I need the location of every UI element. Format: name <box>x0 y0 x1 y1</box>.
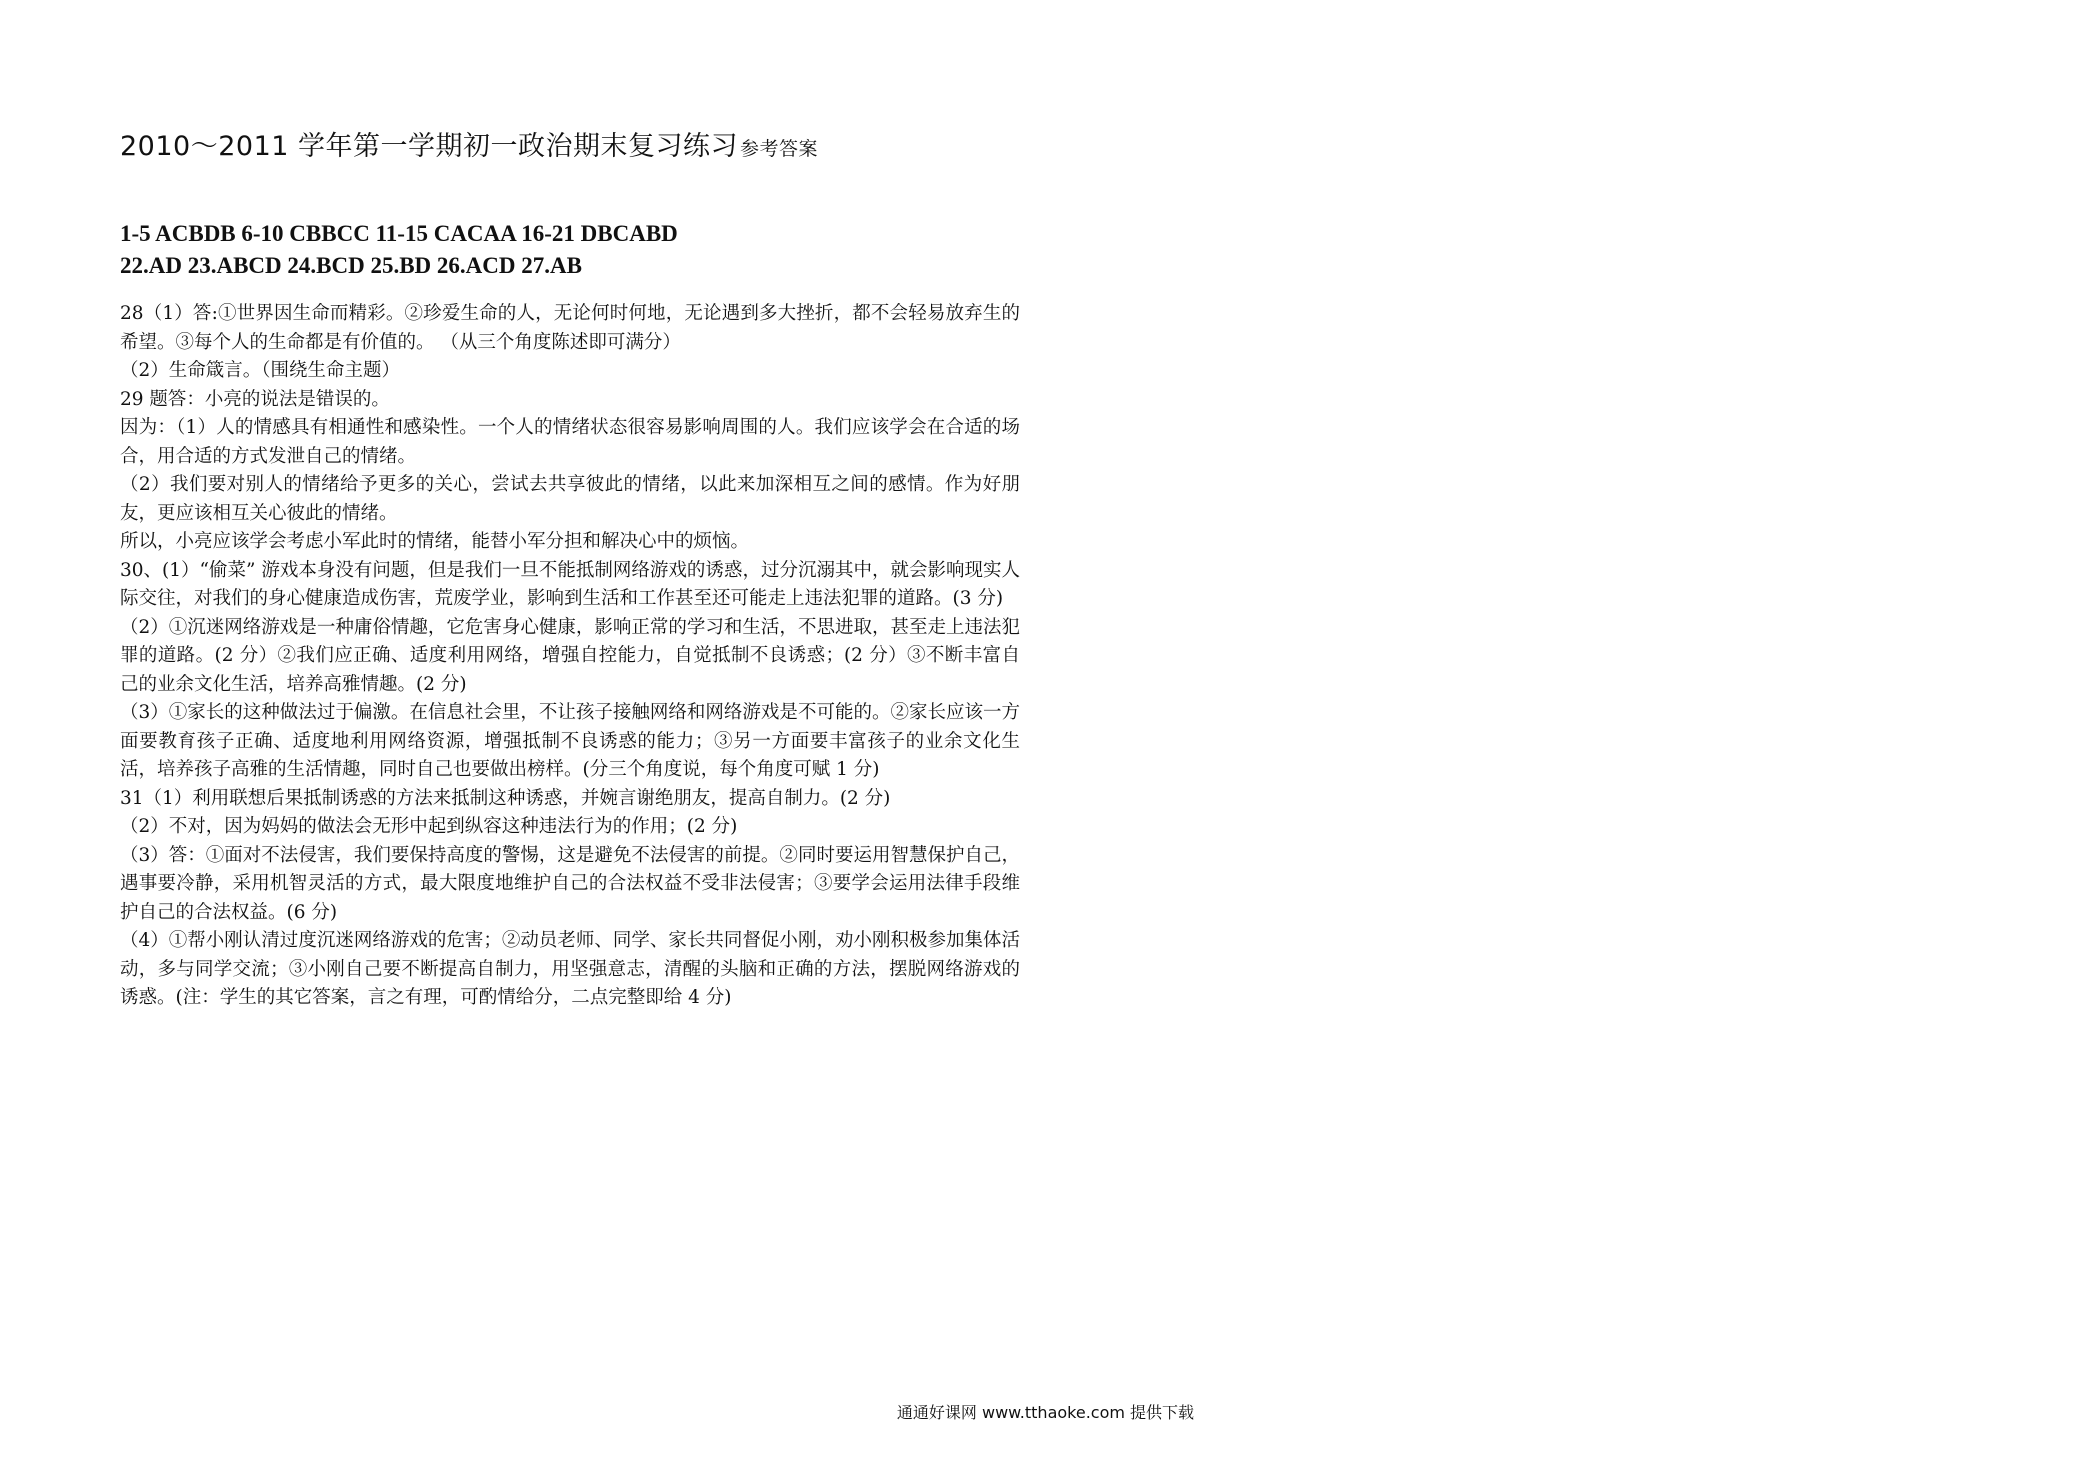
footer-credit: 通通好课网 www.tthaoke.com 提供下载 <box>896 1403 1195 1422</box>
answer-line: 22.AD 23.ABCD 24.BCD 25.BD 26.ACD 27.AB <box>120 253 582 278</box>
answer-paragraph: （2）我们要对别人的情绪给予更多的关心，尝试去共享彼此的情绪，以此来加深相互之间的感情。作为好朋友，更应该相互关心彼此的情绪。 <box>120 474 1020 524</box>
answer-body <box>120 300 1020 1013</box>
answer-paragraph: 31（1）利用联想后果抵制诱惑的方法来抵制这种诱惑，并婉言谢绝朋友，提高自制力。(2 分) <box>120 787 891 809</box>
title-suffix: 参考答案 <box>740 138 819 160</box>
answer-paragraph: 因为：（1）人的情感具有相通性和感染性。一个人的情绪状态很容易影响周围的人。我们应该学会在合适的场合，用合适的方式发泄自己的情绪。 <box>120 417 1020 467</box>
answer-paragraph: （2）①沉迷网络游戏是一种庸俗情趣，它危害身心健康，影响正常的学习和生活，不思进取，甚至走上违法犯罪的道路。(2 分）②我们应正确、适度利用网络，增强自控能力，自觉抵制不良诱惑；(2 分）③不断丰富自己的业余文化生活，培养高雅情趣。(2 分) <box>120 616 1020 695</box>
answer-paragraph: （4）①帮小刚认清过度沉迷网络游戏的危害；②动员老师、同学、家长共同督促小刚，劝小刚积极参加集体活动，多与同学交流；③小刚自己要不断提高自制力，用坚强意志，清醒的头脑和正确的方法，摆脱网络游戏的诱惑。(注：学生的其它答案，言之有理，可酌情给分，二点完整即给 4 分) <box>120 930 1020 1008</box>
answer-paragraph: （2）生命箴言。（围绕生命主题） <box>120 360 401 381</box>
page-title <box>120 124 818 163</box>
answer-paragraph: 所以，小亮应该学会考虑小军此时的情绪，能替小军分担和解决心中的烦恼。 <box>120 531 750 552</box>
answer-paragraph: （3）①家长的这种做法过于偏激。在信息社会里，不让孩子接触网络和网络游戏是不可能的。②家长应该一方面要教育孩子正确、适度地利用网络资源，增强抵制不良诱惑的能力；③另一方面要丰富孩子的业余文化生活，培养孩子高雅的生活情趣，同时自己也要做出榜样。(分三个角度说，每个角度可赋 1 分) <box>120 702 1020 780</box>
answer-paragraph: （2）不对，因为妈妈的做法会无形中起到纵容这种违法行为的作用；(2 分) <box>120 816 738 837</box>
answer-paragraph: （3）答：①面对不法侵害，我们要保持高度的警惕，这是避免不法侵害的前提。②同时要运用智慧保护自己，遇事要冷静，采用机智灵活的方式，最大限度地维护自己的合法权益不受非法侵害；③要学会运用法律手段维护自己的合法权益。(6 分) <box>120 844 1020 923</box>
answer-line: 1-5 ACBDB 6-10 CBBCC 11-15 CACAA 16-21 DBCABD <box>120 221 678 246</box>
title-main: 2010～2011 学年第一学期初一政治期末复习练习 <box>120 131 739 162</box>
answer-paragraph: 29 题答：小亮的说法是错误的。 <box>120 388 390 410</box>
choice-answer-key <box>120 218 678 282</box>
answer-paragraph: 30、(1）“偷菜” 游戏本身没有问题，但是我们一旦不能抵制网络游戏的诱惑，过分沉溺其中，就会影响现实人际交往，对我们的身心健康造成伤害，荒废学业，影响到生活和工作甚至还可能走上违法犯罪的道路。(3 分) <box>120 559 1020 609</box>
answer-paragraph: 28（1）答:①世界因生命而精彩。②珍爱生命的人，无论何时何地，无论遇到多大挫折，都不会轻易放弃生的希望。③每个人的生命都是有价值的。 （从三个角度陈述即可满分） <box>120 303 1020 353</box>
